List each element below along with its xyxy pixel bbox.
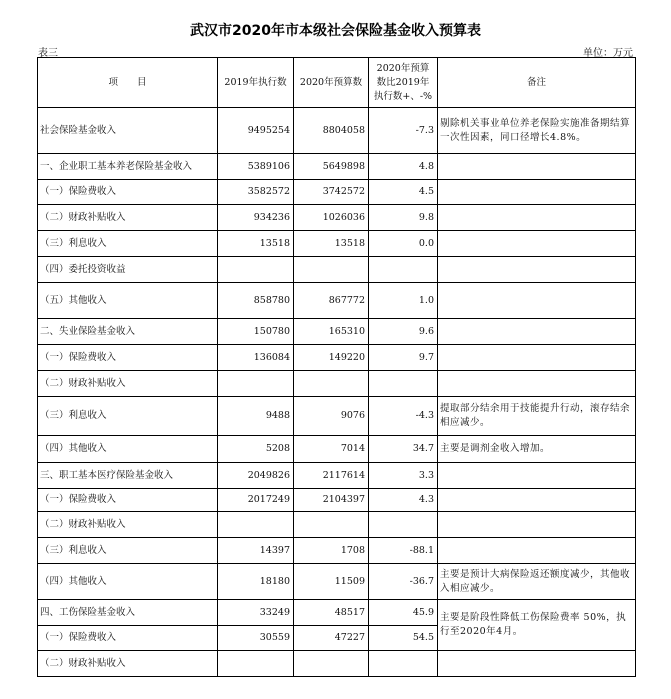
row-note	[438, 205, 636, 231]
table-row	[38, 564, 636, 600]
row-note	[438, 345, 636, 371]
row-exec-2019: 858780	[218, 283, 294, 319]
row-change: 9.8	[369, 205, 438, 231]
row-exec-2019: 30559	[218, 626, 294, 651]
row-change: 34.7	[369, 436, 438, 463]
row-exec-2019: 13518	[218, 231, 294, 257]
row-item: （三）利息收入	[38, 397, 218, 436]
row-item: 一、企业职工基本养老保险基金收入	[38, 154, 218, 180]
header-item: 项 目	[38, 58, 218, 108]
table-row	[38, 231, 636, 257]
row-budget-2020: 48517	[294, 600, 369, 626]
row-exec-2019: 9495254	[218, 108, 294, 154]
unit-label: 单位：万元	[583, 48, 633, 59]
row-note	[438, 489, 636, 512]
row-budget-2020: 165310	[294, 319, 369, 345]
header-note: 备注	[438, 58, 636, 108]
row-note	[438, 180, 636, 205]
table-row	[38, 489, 636, 512]
row-note	[438, 257, 636, 283]
row-budget-2020: 7014	[294, 436, 369, 463]
row-item: 四、工伤保险基金收入	[38, 600, 218, 626]
row-item: （一）保险费收入	[38, 489, 218, 512]
row-budget-2020: 13518	[294, 231, 369, 257]
row-exec-2019: 9488	[218, 397, 294, 436]
page-title: 武汉市2020年市本级社会保险基金收入预算表	[190, 23, 481, 39]
row-exec-2019: 2049826	[218, 463, 294, 489]
row-exec-2019	[218, 371, 294, 397]
row-item: （一）保险费收入	[38, 180, 218, 205]
table-row	[38, 257, 636, 283]
row-budget-2020	[294, 651, 369, 677]
row-change: 45.9	[369, 600, 438, 626]
row-budget-2020	[294, 257, 369, 283]
row-note: 提取部分结余用于技能提升行动，滚存结余相应减少。	[438, 397, 636, 436]
row-item: （一）保险费收入	[38, 626, 218, 651]
row-note	[438, 154, 636, 180]
row-change: -7.3	[369, 108, 438, 154]
table-row	[38, 319, 636, 345]
row-item: 社会保险基金收入	[38, 108, 218, 154]
row-item: （四）其他收入	[38, 564, 218, 600]
row-item: （五）其他收入	[38, 283, 218, 319]
row-note	[438, 371, 636, 397]
row-budget-2020: 47227	[294, 626, 369, 651]
row-change	[369, 371, 438, 397]
row-exec-2019: 2017249	[218, 489, 294, 512]
row-exec-2019: 33249	[218, 600, 294, 626]
row-note	[438, 538, 636, 564]
header-exec-2019: 2019年执行数	[218, 58, 294, 108]
row-exec-2019: 5389106	[218, 154, 294, 180]
row-note	[438, 651, 636, 677]
row-exec-2019: 14397	[218, 538, 294, 564]
row-exec-2019: 3582572	[218, 180, 294, 205]
table-row	[38, 108, 636, 154]
budget-table	[37, 57, 636, 677]
row-item: （二）财政补贴收入	[38, 371, 218, 397]
row-exec-2019	[218, 651, 294, 677]
row-budget-2020	[294, 371, 369, 397]
table-row	[38, 371, 636, 397]
table-row	[38, 512, 636, 538]
row-budget-2020: 9076	[294, 397, 369, 436]
table-row	[38, 463, 636, 489]
row-change: 4.8	[369, 154, 438, 180]
row-item: （四）委托投资收益	[38, 257, 218, 283]
row-change: 3.3	[369, 463, 438, 489]
row-change: -4.3	[369, 397, 438, 436]
row-change: -88.1	[369, 538, 438, 564]
row-item: （四）其他收入	[38, 436, 218, 463]
row-change: 4.3	[369, 489, 438, 512]
row-exec-2019	[218, 512, 294, 538]
row-budget-2020	[294, 512, 369, 538]
row-budget-2020: 8804058	[294, 108, 369, 154]
row-note: 剔除机关事业单位养老保险实施准备期结算一次性因素，同口径增长4.8%。	[438, 108, 636, 154]
table-row	[38, 180, 636, 205]
row-item: （三）利息收入	[38, 231, 218, 257]
table-row	[38, 600, 636, 626]
row-item: （二）财政补贴收入	[38, 651, 218, 677]
row-exec-2019: 934236	[218, 205, 294, 231]
row-change: 9.7	[369, 345, 438, 371]
row-exec-2019	[218, 257, 294, 283]
row-exec-2019: 18180	[218, 564, 294, 600]
row-note	[438, 319, 636, 345]
row-budget-2020: 11509	[294, 564, 369, 600]
row-change: 1.0	[369, 283, 438, 319]
row-note	[438, 512, 636, 538]
row-budget-2020: 3742572	[294, 180, 369, 205]
row-note	[438, 231, 636, 257]
row-note: 主要是预计大病保险返还额度减少，其他收入相应减少。	[438, 564, 636, 600]
row-change: 4.5	[369, 180, 438, 205]
row-budget-2020: 2117614	[294, 463, 369, 489]
table-row	[38, 345, 636, 371]
row-item: （一）保险费收入	[38, 345, 218, 371]
row-change	[369, 512, 438, 538]
table-row	[38, 651, 636, 677]
table-row	[38, 397, 636, 436]
row-change: 0.0	[369, 231, 438, 257]
row-budget-2020: 867772	[294, 283, 369, 319]
row-exec-2019: 5208	[218, 436, 294, 463]
table-number: 表三	[38, 48, 58, 59]
row-note	[438, 283, 636, 319]
row-change	[369, 651, 438, 677]
row-budget-2020: 1026036	[294, 205, 369, 231]
row-exec-2019: 136084	[218, 345, 294, 371]
row-note: 主要是调剂金收入增加。	[438, 436, 636, 463]
row-change: -36.7	[369, 564, 438, 600]
row-budget-2020: 1708	[294, 538, 369, 564]
table-row	[38, 436, 636, 463]
table-row	[38, 283, 636, 319]
row-budget-2020: 5649898	[294, 154, 369, 180]
row-item: （三）利息收入	[38, 538, 218, 564]
row-change: 54.5	[369, 626, 438, 651]
row-budget-2020: 149220	[294, 345, 369, 371]
header-change: 2020年预算数比2019年执行数+、-%	[369, 58, 438, 108]
header-budget-2020: 2020年预算数	[294, 58, 369, 108]
row-exec-2019: 150780	[218, 319, 294, 345]
table-row	[38, 538, 636, 564]
row-note: 主要是阶段性降低工伤保险费率 50%，执行至2020年4月。	[438, 600, 636, 651]
row-budget-2020: 2104397	[294, 489, 369, 512]
table-row	[38, 154, 636, 180]
row-note	[438, 463, 636, 489]
header-row	[38, 58, 636, 108]
table-row	[38, 205, 636, 231]
row-change: 9.6	[369, 319, 438, 345]
row-item: 二、失业保险基金收入	[38, 319, 218, 345]
row-change	[369, 257, 438, 283]
row-item: （二）财政补贴收入	[38, 205, 218, 231]
row-item: （二）财政补贴收入	[38, 512, 218, 538]
row-item: 三、职工基本医疗保险基金收入	[38, 463, 218, 489]
